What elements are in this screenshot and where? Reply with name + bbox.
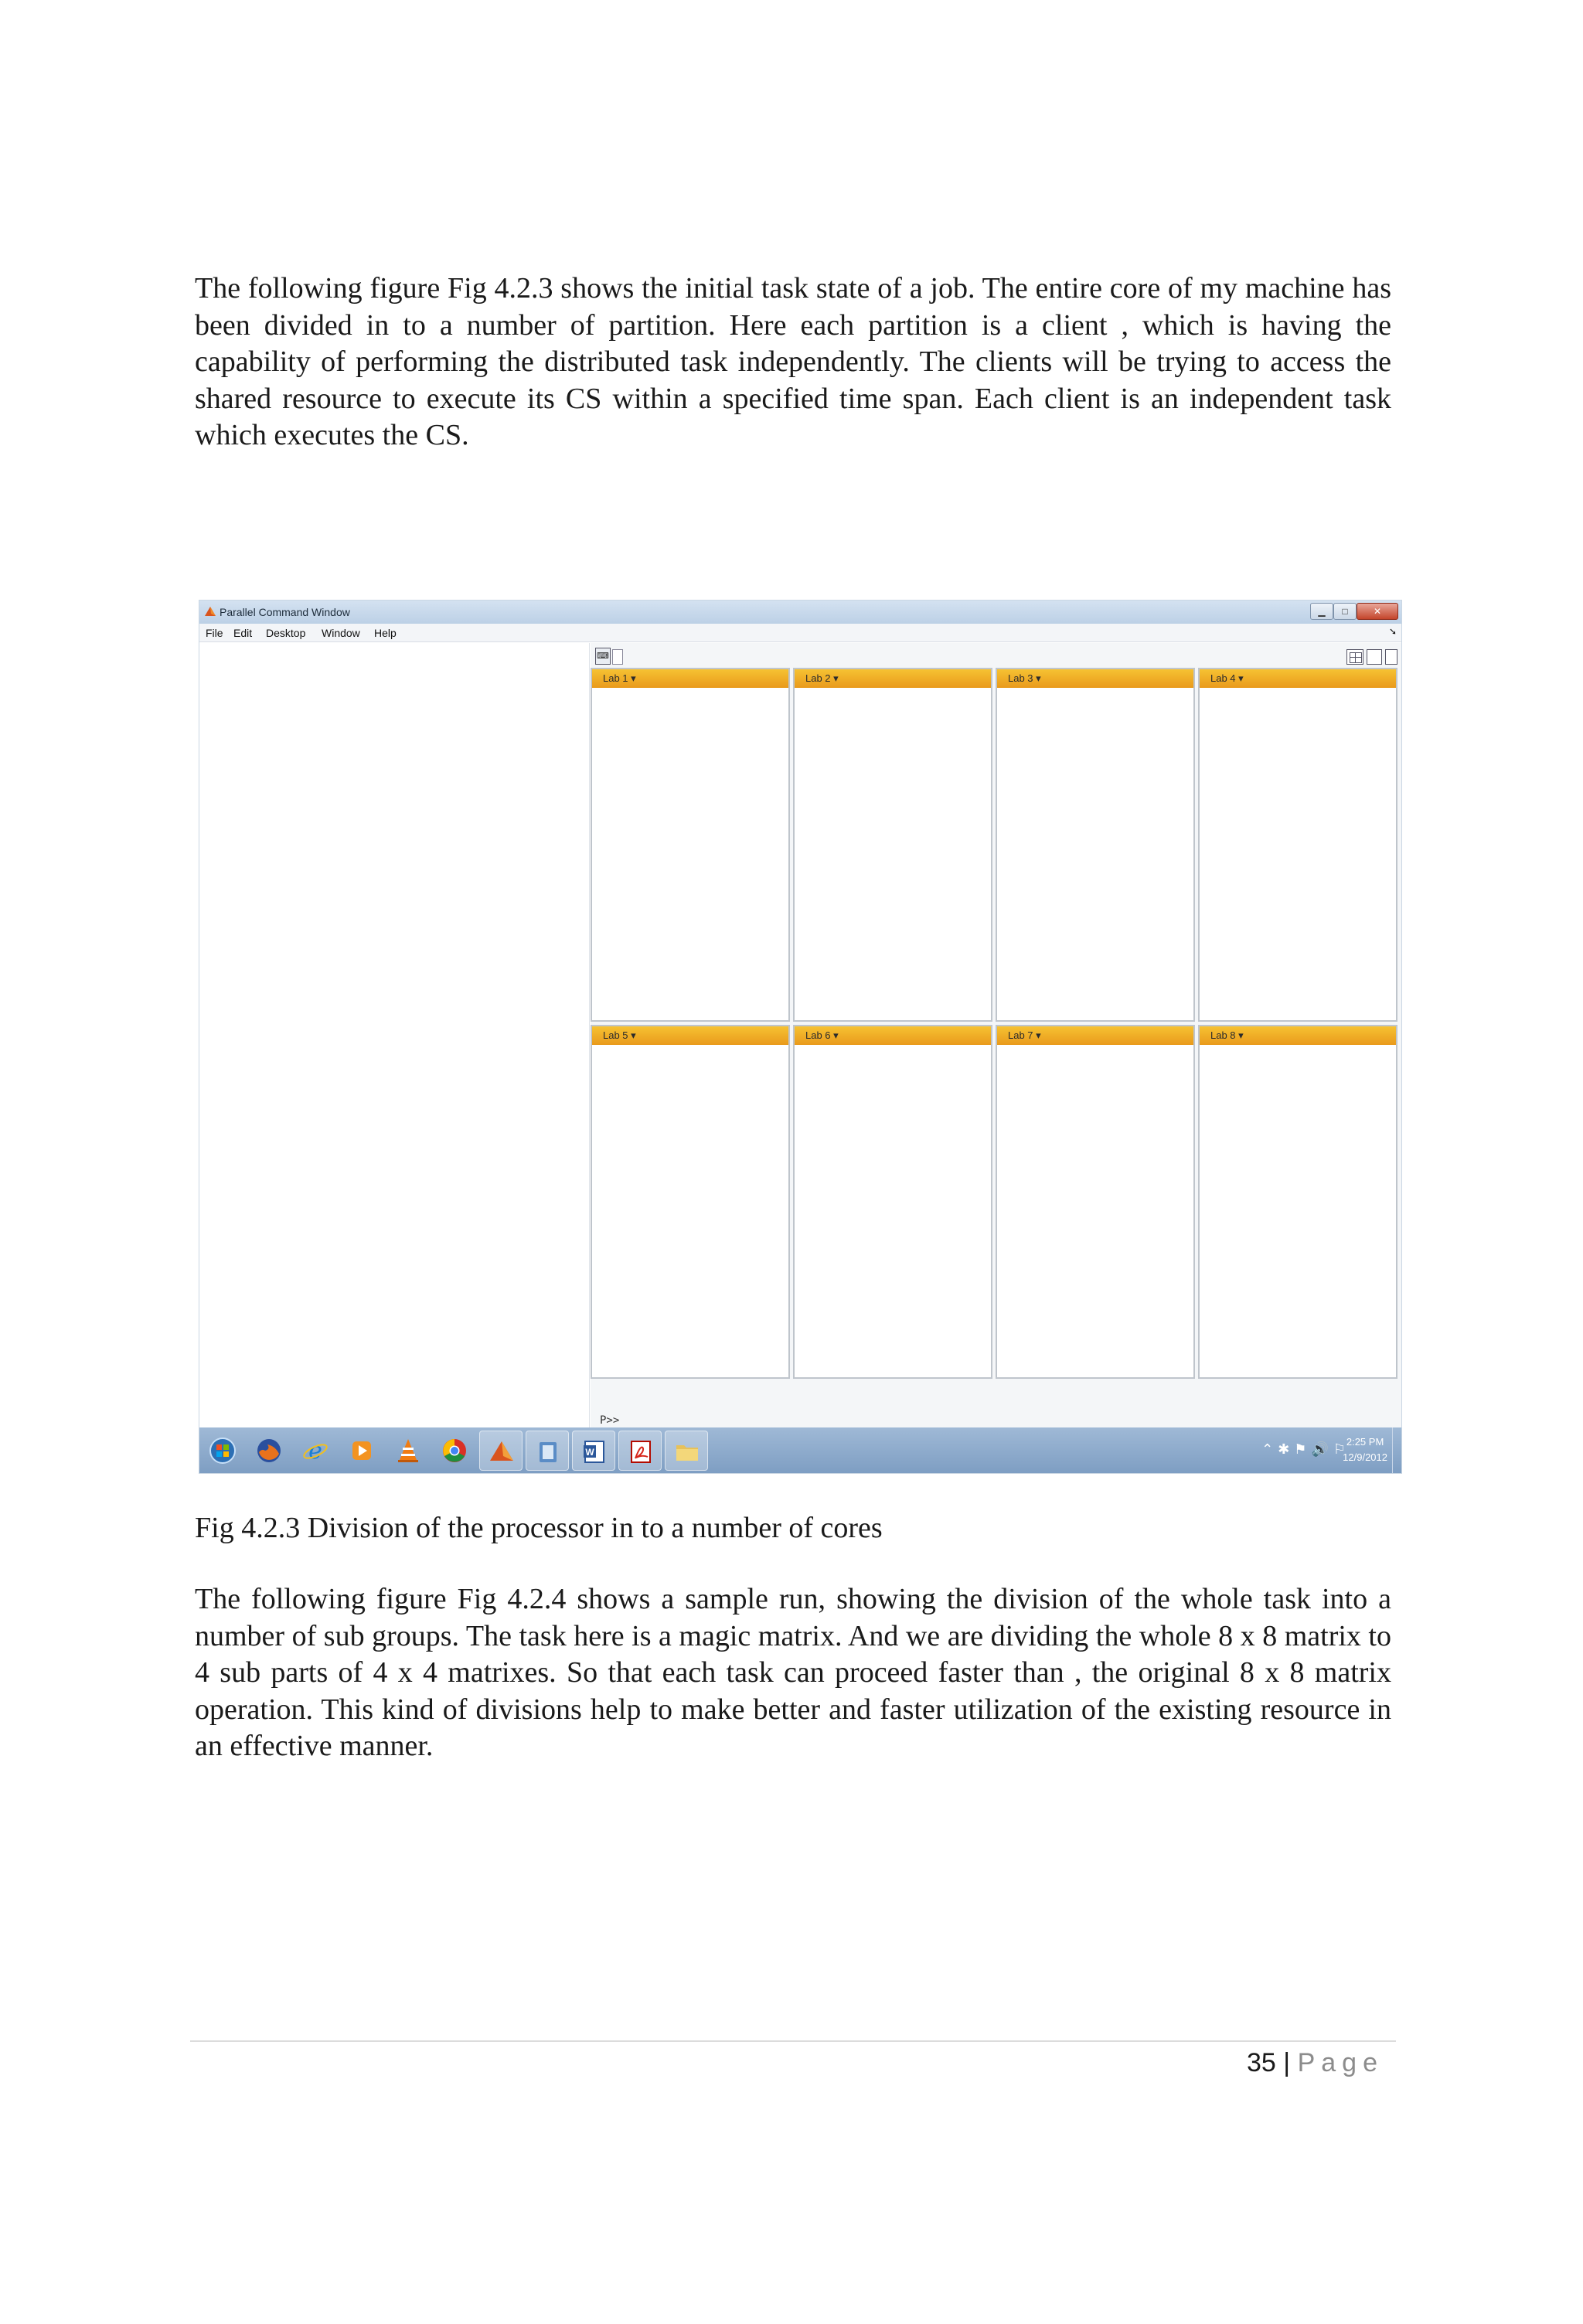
page-number: 35 <box>1247 2048 1276 2077</box>
minimize-button[interactable]: ▁ <box>1310 603 1333 620</box>
window-title: Parallel Command Window <box>220 606 350 618</box>
lab-header[interactable]: Lab 7 ▾ <box>997 1026 1193 1045</box>
labs-pane <box>591 643 1402 1427</box>
grid-layout-icon[interactable] <box>1346 649 1363 665</box>
menu-file[interactable]: File <box>206 627 223 639</box>
lab-window[interactable] <box>591 1025 790 1379</box>
svg-text:W: W <box>585 1447 594 1458</box>
acrobat-icon[interactable] <box>618 1431 662 1471</box>
matlab-logo-icon <box>204 605 216 618</box>
menu-bar <box>199 624 1401 642</box>
clock-date: 12/9/2012 <box>1343 1451 1387 1463</box>
internet-explorer-icon[interactable] <box>294 1431 337 1471</box>
footer-separator: | <box>1283 2048 1291 2077</box>
menu-edit[interactable]: Edit <box>233 627 253 639</box>
window-titlebar <box>199 601 1401 624</box>
document-icon[interactable] <box>612 649 623 665</box>
footer-divider <box>190 2040 1396 2042</box>
single-layout-icon[interactable] <box>1385 649 1397 665</box>
second-paragraph: The following figure Fig 4.2.4 shows a sample run, showing the division of the whole task into a number of sub groups. The task here is a magic matrix. And we are dividing the whole 8 x 8 matrix to 4 sub parts of 4 x 4 matrixes. So that each task can proceed faster than , the original 8 x 8 matrix operation. This kind of divisions help to make better and faster utilization of the existing resource in an effective manner. <box>195 1583 1391 1762</box>
figure-caption: Fig 4.2.3 Division of the processor in to a number of cores <box>195 1512 883 1544</box>
close-button[interactable]: ✕ <box>1357 603 1398 620</box>
lab-header[interactable]: Lab 1 ▾ <box>592 669 788 688</box>
vlc-icon[interactable] <box>386 1431 430 1471</box>
command-prompt[interactable]: P>> <box>600 1414 620 1427</box>
parallel-command-window-screenshot <box>199 600 1402 1474</box>
lab-header[interactable]: Lab 8 ▾ <box>1200 1026 1396 1045</box>
folder-icon[interactable] <box>665 1431 708 1471</box>
clock-time: 2:25 PM <box>1346 1436 1384 1448</box>
lab-header[interactable]: Lab 6 ▾ <box>795 1026 991 1045</box>
chrome-icon[interactable] <box>433 1431 476 1471</box>
lab-window[interactable] <box>1198 1025 1397 1379</box>
menu-help[interactable]: Help <box>374 627 397 639</box>
file-manager-icon[interactable] <box>526 1431 569 1471</box>
lab-header[interactable]: Lab 2 ▾ <box>795 669 991 688</box>
intro-paragraph: The following figure Fig 4.2.3 shows the initial task state of a job. The entire core of my machine has been divided in to a number of partition. Here each partition is a client , which is having the capability of performing the distributed task independently. The clients will be trying to access the shared resource to execute its CS within a specified time span. Each client is an independent task which executes the CS. <box>195 272 1391 451</box>
page-footer <box>1247 2048 1384 2078</box>
page-label: Page <box>1297 2048 1384 2077</box>
lab-window[interactable] <box>1198 668 1397 1022</box>
menu-window[interactable]: Window <box>322 627 360 639</box>
lab-header[interactable]: Lab 4 ▾ <box>1200 669 1396 688</box>
system-tray-icons[interactable]: ⌃✱⚑🔊⚐ <box>1261 1441 1350 1458</box>
firefox-icon[interactable] <box>247 1431 291 1471</box>
tile-layout-icon[interactable] <box>1367 649 1382 665</box>
lab-window[interactable] <box>591 668 790 1022</box>
lab-window[interactable] <box>996 1025 1195 1379</box>
svg-text:e: e <box>308 1438 322 1465</box>
show-desktop-button[interactable] <box>1392 1427 1401 1474</box>
start-orb-icon[interactable] <box>201 1431 244 1471</box>
lab-window[interactable] <box>996 668 1195 1022</box>
lab-window[interactable] <box>793 668 992 1022</box>
undock-arrow-icon[interactable]: ➘ <box>1388 626 1397 637</box>
lab-window[interactable] <box>793 1025 992 1379</box>
lab-header[interactable]: Lab 5 ▾ <box>592 1026 788 1045</box>
taskbar-clock[interactable] <box>1343 1434 1387 1465</box>
command-window-icon[interactable]: ⌨ <box>595 648 611 665</box>
lab-header[interactable]: Lab 3 ▾ <box>997 669 1193 688</box>
menu-desktop[interactable]: Desktop <box>266 627 306 639</box>
left-blank-pane <box>199 643 590 1427</box>
media-player-icon[interactable] <box>340 1431 383 1471</box>
maximize-button[interactable]: □ <box>1333 603 1357 620</box>
matlab-icon[interactable] <box>479 1431 523 1471</box>
word-icon[interactable] <box>572 1431 615 1471</box>
windows-taskbar <box>199 1427 1401 1474</box>
